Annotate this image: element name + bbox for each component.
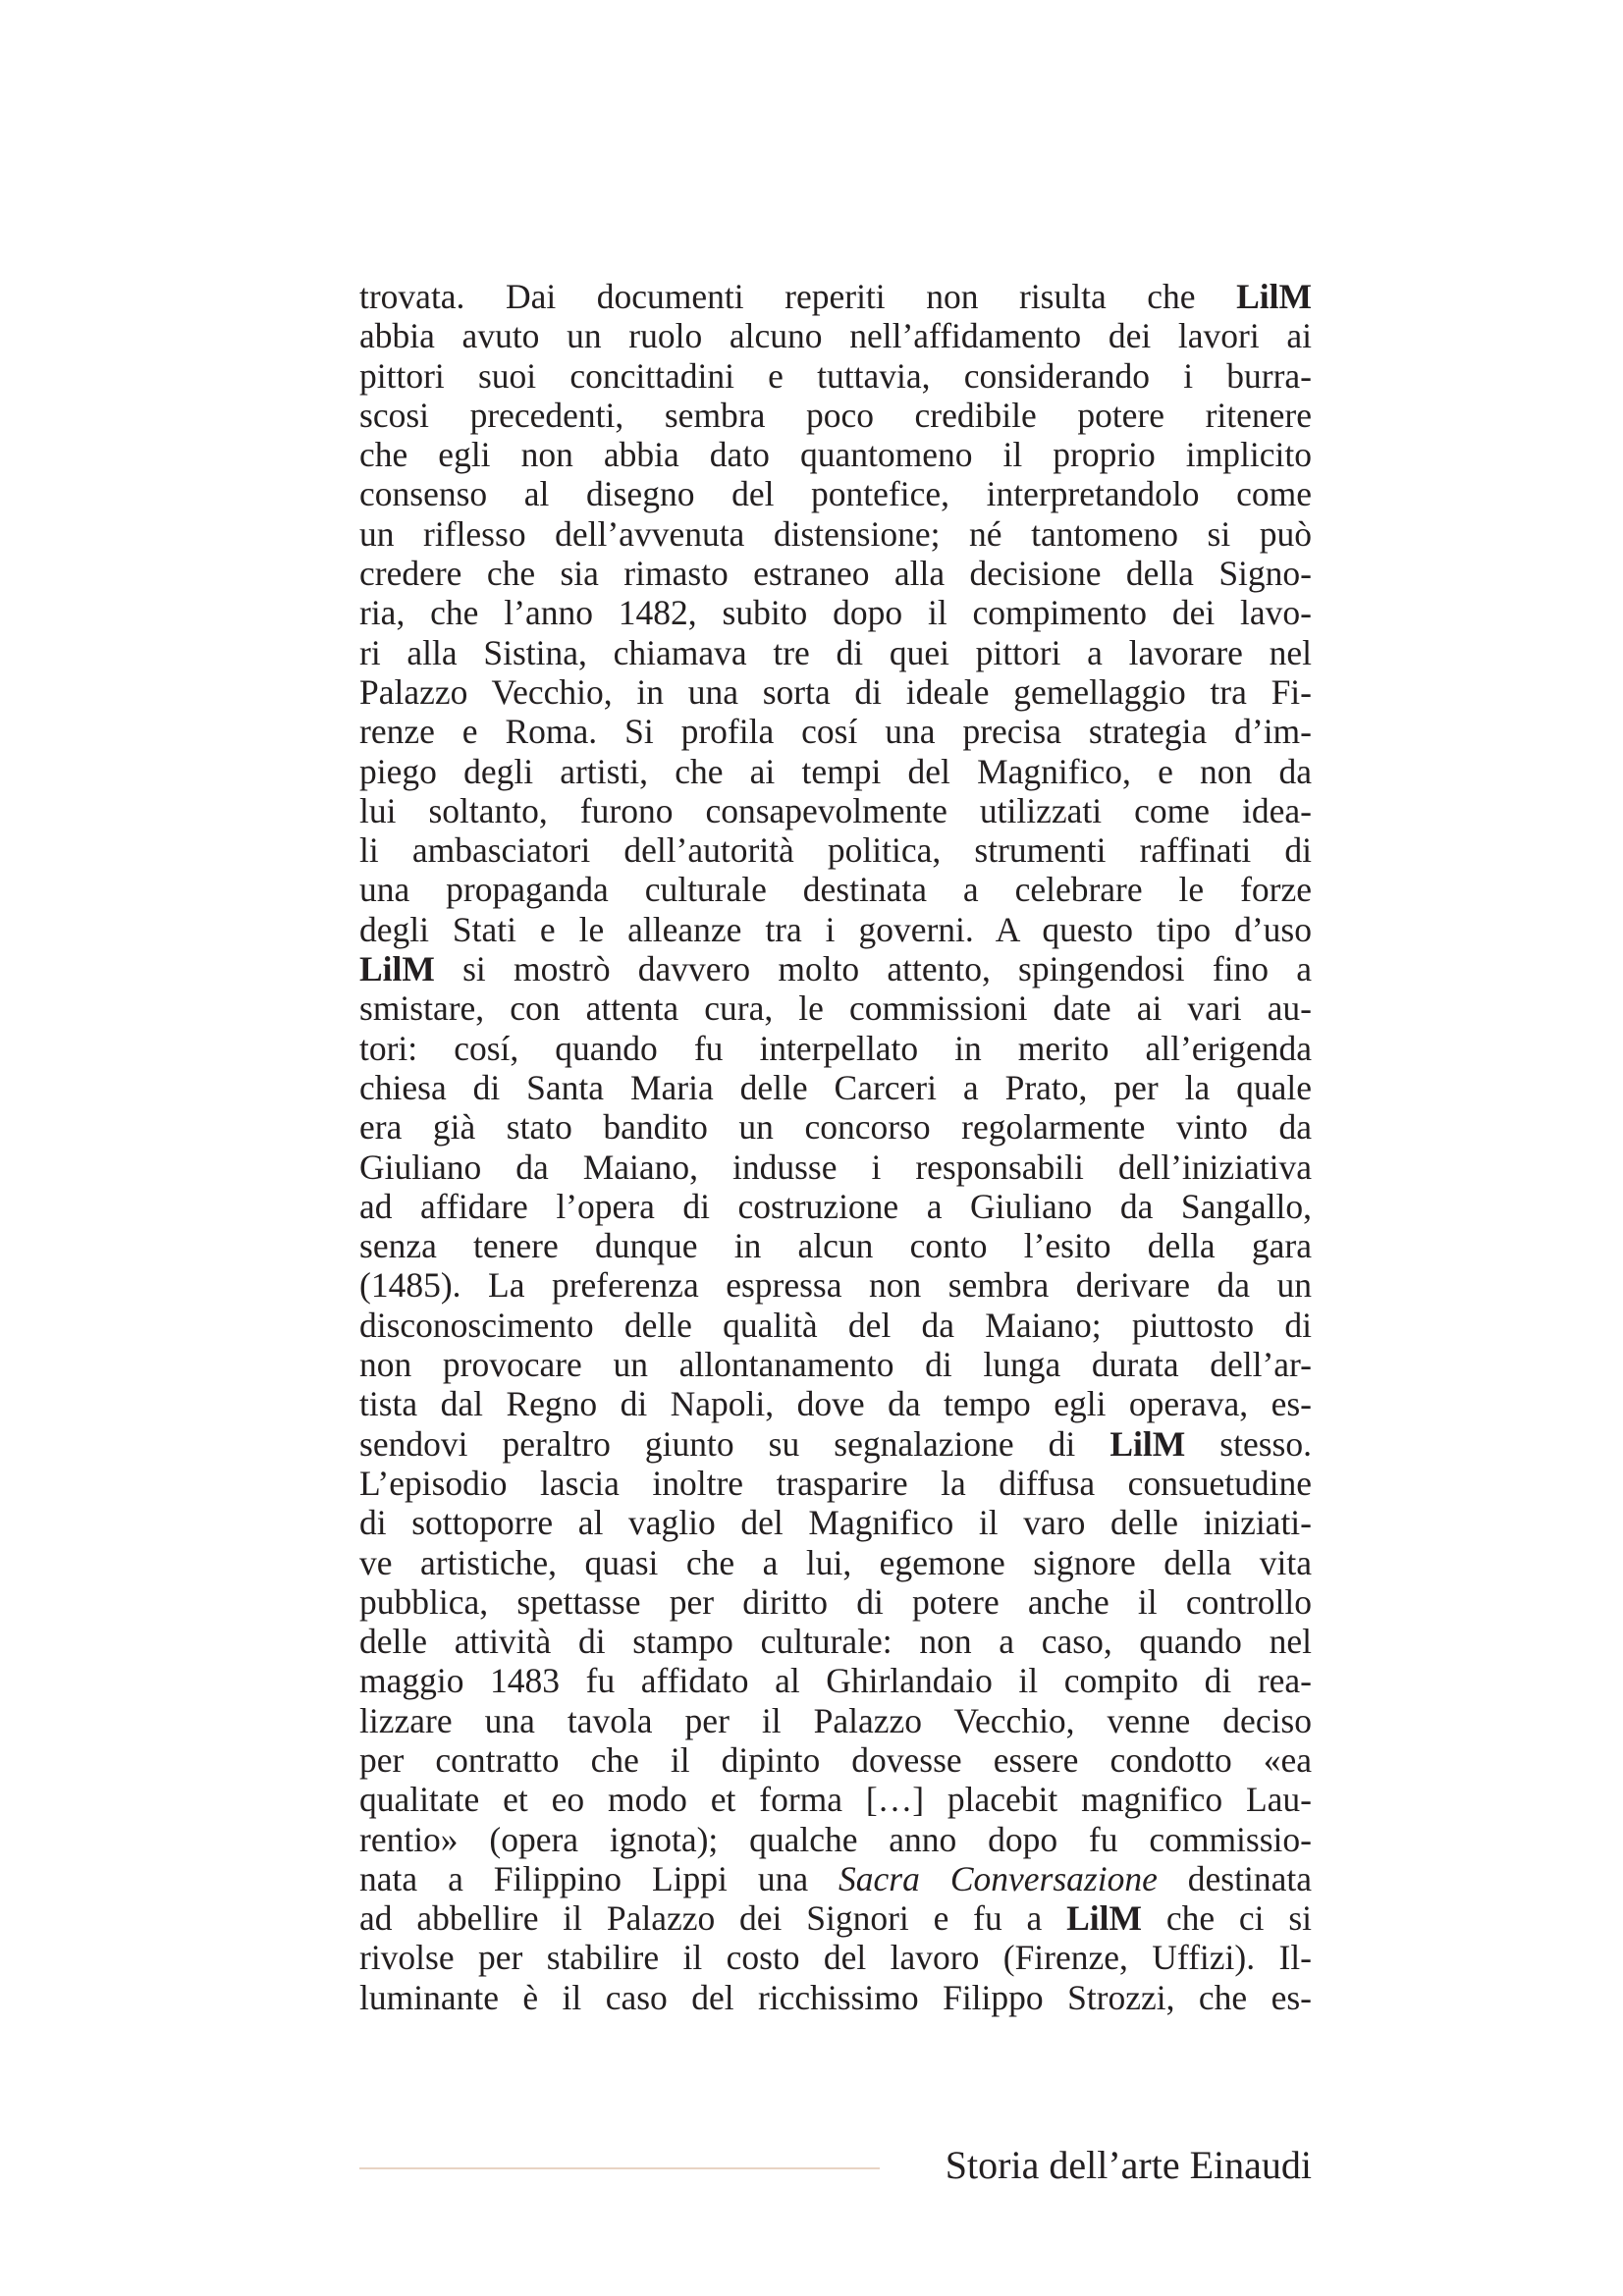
text-line xyxy=(359,949,1312,988)
text-line xyxy=(359,1148,1312,1187)
author-abbrev: LilM xyxy=(1236,277,1312,316)
text-line xyxy=(359,1464,1312,1503)
text-line xyxy=(359,752,1312,791)
text-line xyxy=(359,870,1312,909)
text-line xyxy=(359,1820,1312,1859)
text-run: scosi precedenti, sembra poco credibile potere ritenere xyxy=(359,395,1312,435)
text-line xyxy=(359,712,1312,751)
text-line xyxy=(359,1029,1312,1068)
text-run: Giuliano da Maiano, indusse i responsabili dell’iniziativa xyxy=(359,1147,1312,1187)
text-run: non provocare un allontanamento di lunga durata dell’ar- xyxy=(359,1345,1312,1385)
text-run: un riflesso dell’avvenuta distensione; né tantomeno si può xyxy=(359,513,1312,554)
text-run: di sottoporre al vaglio del Magnifico il varo delle iniziati- xyxy=(359,1503,1312,1543)
text-run: consenso al disegno del pontefice, interpretandolo come xyxy=(359,474,1312,514)
text-run: L’episodio lascia inoltre trasparire la diffusa consuetudine xyxy=(359,1463,1312,1503)
footer-rule xyxy=(359,2167,880,2169)
text-line xyxy=(359,791,1312,830)
text-run: pubblica, spettasse per diritto di potere anche il controllo xyxy=(359,1581,1312,1622)
text-run: lizzare una tavola per il Palazzo Vecchio, venne deciso xyxy=(359,1700,1312,1740)
text-line xyxy=(359,1543,1312,1582)
text-run: sendovi peraltro giunto su segnalazione di xyxy=(359,1423,1110,1464)
text-line xyxy=(359,1701,1312,1740)
text-run: abbia avuto un ruolo alcuno nell’affidamento dei lavori ai xyxy=(359,316,1312,356)
text-line xyxy=(359,1345,1312,1384)
text-line xyxy=(359,1107,1312,1147)
text-line xyxy=(359,1068,1312,1107)
text-run: per contratto che il dipinto dovesse essere condotto «ea xyxy=(359,1739,1312,1780)
text-run: ad affidare l’opera di costruzione a Giuliano da Sangallo, xyxy=(359,1186,1312,1226)
text-line xyxy=(359,1226,1312,1265)
author-abbrev: LilM xyxy=(1109,1423,1186,1464)
text-run: chiesa di Santa Maria delle Carceri a Prato, per la quale xyxy=(359,1067,1312,1107)
text-run: tista dal Regno di Napoli, dove da tempo egli operava, es- xyxy=(359,1384,1312,1424)
text-line xyxy=(359,277,1312,316)
text-line xyxy=(359,593,1312,632)
text-run: smistare, con attenta cura, le commissioni date ai vari au- xyxy=(359,988,1312,1029)
text-run: piego degli artisti, che ai tempi del Magnifico, e non da xyxy=(359,751,1312,791)
text-run: ria, che l’anno 1482, subito dopo il compimento dei lavo- xyxy=(359,593,1312,633)
text-line xyxy=(359,435,1312,474)
footer-title: Storia dell’arte Einaudi xyxy=(945,2143,1312,2187)
text-run: ri alla Sistina, chiamava tre di quei pittori a lavorare nel xyxy=(359,632,1312,672)
text-run: pittori suoi concittadini e tuttavia, considerando i burra- xyxy=(359,355,1312,396)
text-run: senza tenere dunque in alcun conto l’esito della gara xyxy=(359,1226,1312,1266)
text-run: disconoscimento delle qualità del da Maiano; piuttosto di xyxy=(359,1305,1312,1345)
text-line xyxy=(359,672,1312,712)
text-run: maggio 1483 fu affidato al Ghirlandaio il compito di rea- xyxy=(359,1661,1312,1701)
text-run: degli Stati e le alleanze tra i governi. A questo tipo d’uso xyxy=(359,909,1312,949)
text-run: una propaganda culturale destinata a celebrare le forze xyxy=(359,870,1312,910)
text-line xyxy=(359,396,1312,435)
text-run: tori: cosí, quando fu interpellato in merito all’erigenda xyxy=(359,1028,1312,1068)
text-line xyxy=(359,1503,1312,1542)
text-line xyxy=(359,830,1312,870)
text-line xyxy=(359,988,1312,1028)
text-line xyxy=(359,474,1312,513)
text-line xyxy=(359,1582,1312,1622)
text-run: lui soltanto, furono consapevolmente utilizzati come idea- xyxy=(359,790,1312,830)
text-run: che egli non abbia dato quantomeno il proprio implicito xyxy=(359,435,1312,475)
text-line xyxy=(359,1265,1312,1305)
text-line xyxy=(359,1622,1312,1661)
text-run: delle attività di stampo culturale: non a caso, quando nel xyxy=(359,1622,1312,1662)
text-run: li ambasciatori dell’autorità politica, strumenti raffinati di xyxy=(359,830,1312,871)
text-line xyxy=(359,316,1312,355)
text-line xyxy=(359,1859,1312,1898)
text-run: che ci si xyxy=(1142,1898,1313,1939)
artwork-title: Sacra Conversazione xyxy=(839,1858,1158,1898)
text-run: era già stato bandito un concorso regolarmente vinto da xyxy=(359,1107,1312,1148)
text-run: rentio» (opera ignota); qualche anno dopo fu commissio- xyxy=(359,1819,1312,1859)
text-run: credere che sia rimasto estraneo alla decisione della Signo- xyxy=(359,554,1312,594)
text-line xyxy=(359,1306,1312,1345)
text-run: si mostrò davvero molto attento, spingendosi fino a xyxy=(434,949,1312,989)
text-run: qualitate et eo modo et forma […] placebit magnifico Lau- xyxy=(359,1780,1312,1820)
text-run: (1485). La preferenza espressa non sembra derivare da un xyxy=(359,1265,1312,1306)
text-line xyxy=(359,356,1312,396)
text-line xyxy=(359,1187,1312,1226)
text-run: trovata. Dai documenti reperiti non risulta che xyxy=(359,277,1237,316)
text-line xyxy=(359,1978,1312,2017)
author-abbrev: LilM xyxy=(359,949,435,989)
text-line xyxy=(359,554,1312,593)
text-line xyxy=(359,1661,1312,1700)
text-run: nata a Filippino Lippi una xyxy=(359,1858,839,1898)
text-line xyxy=(359,1384,1312,1423)
text-run: rivolse per stabilire il costo del lavoro (Firenze, Uffizi). Il- xyxy=(359,1938,1312,1978)
author-abbrev: LilM xyxy=(1066,1898,1143,1939)
text-run: ve artistiche, quasi che a lui, egemone signore della vita xyxy=(359,1542,1312,1582)
text-run: ad abbellire il Palazzo dei Signori e fu a xyxy=(359,1898,1067,1939)
text-line xyxy=(359,910,1312,949)
body-text xyxy=(359,277,1312,2017)
text-run: renze e Roma. Si profila cosí una precisa strategia d’im- xyxy=(359,712,1312,752)
text-line xyxy=(359,1424,1312,1464)
text-line xyxy=(359,1898,1312,1938)
text-line xyxy=(359,1938,1312,1977)
text-line xyxy=(359,1740,1312,1780)
text-line xyxy=(359,633,1312,672)
text-run: luminante è il caso del ricchissimo Filippo Strozzi, che es- xyxy=(359,1977,1312,2017)
text-run: Palazzo Vecchio, in una sorta di ideale gemellaggio tra Fi- xyxy=(359,671,1312,712)
text-run: stesso. xyxy=(1185,1423,1312,1464)
text-run: destinata xyxy=(1157,1858,1312,1898)
text-line xyxy=(359,514,1312,554)
text-line xyxy=(359,1780,1312,1819)
